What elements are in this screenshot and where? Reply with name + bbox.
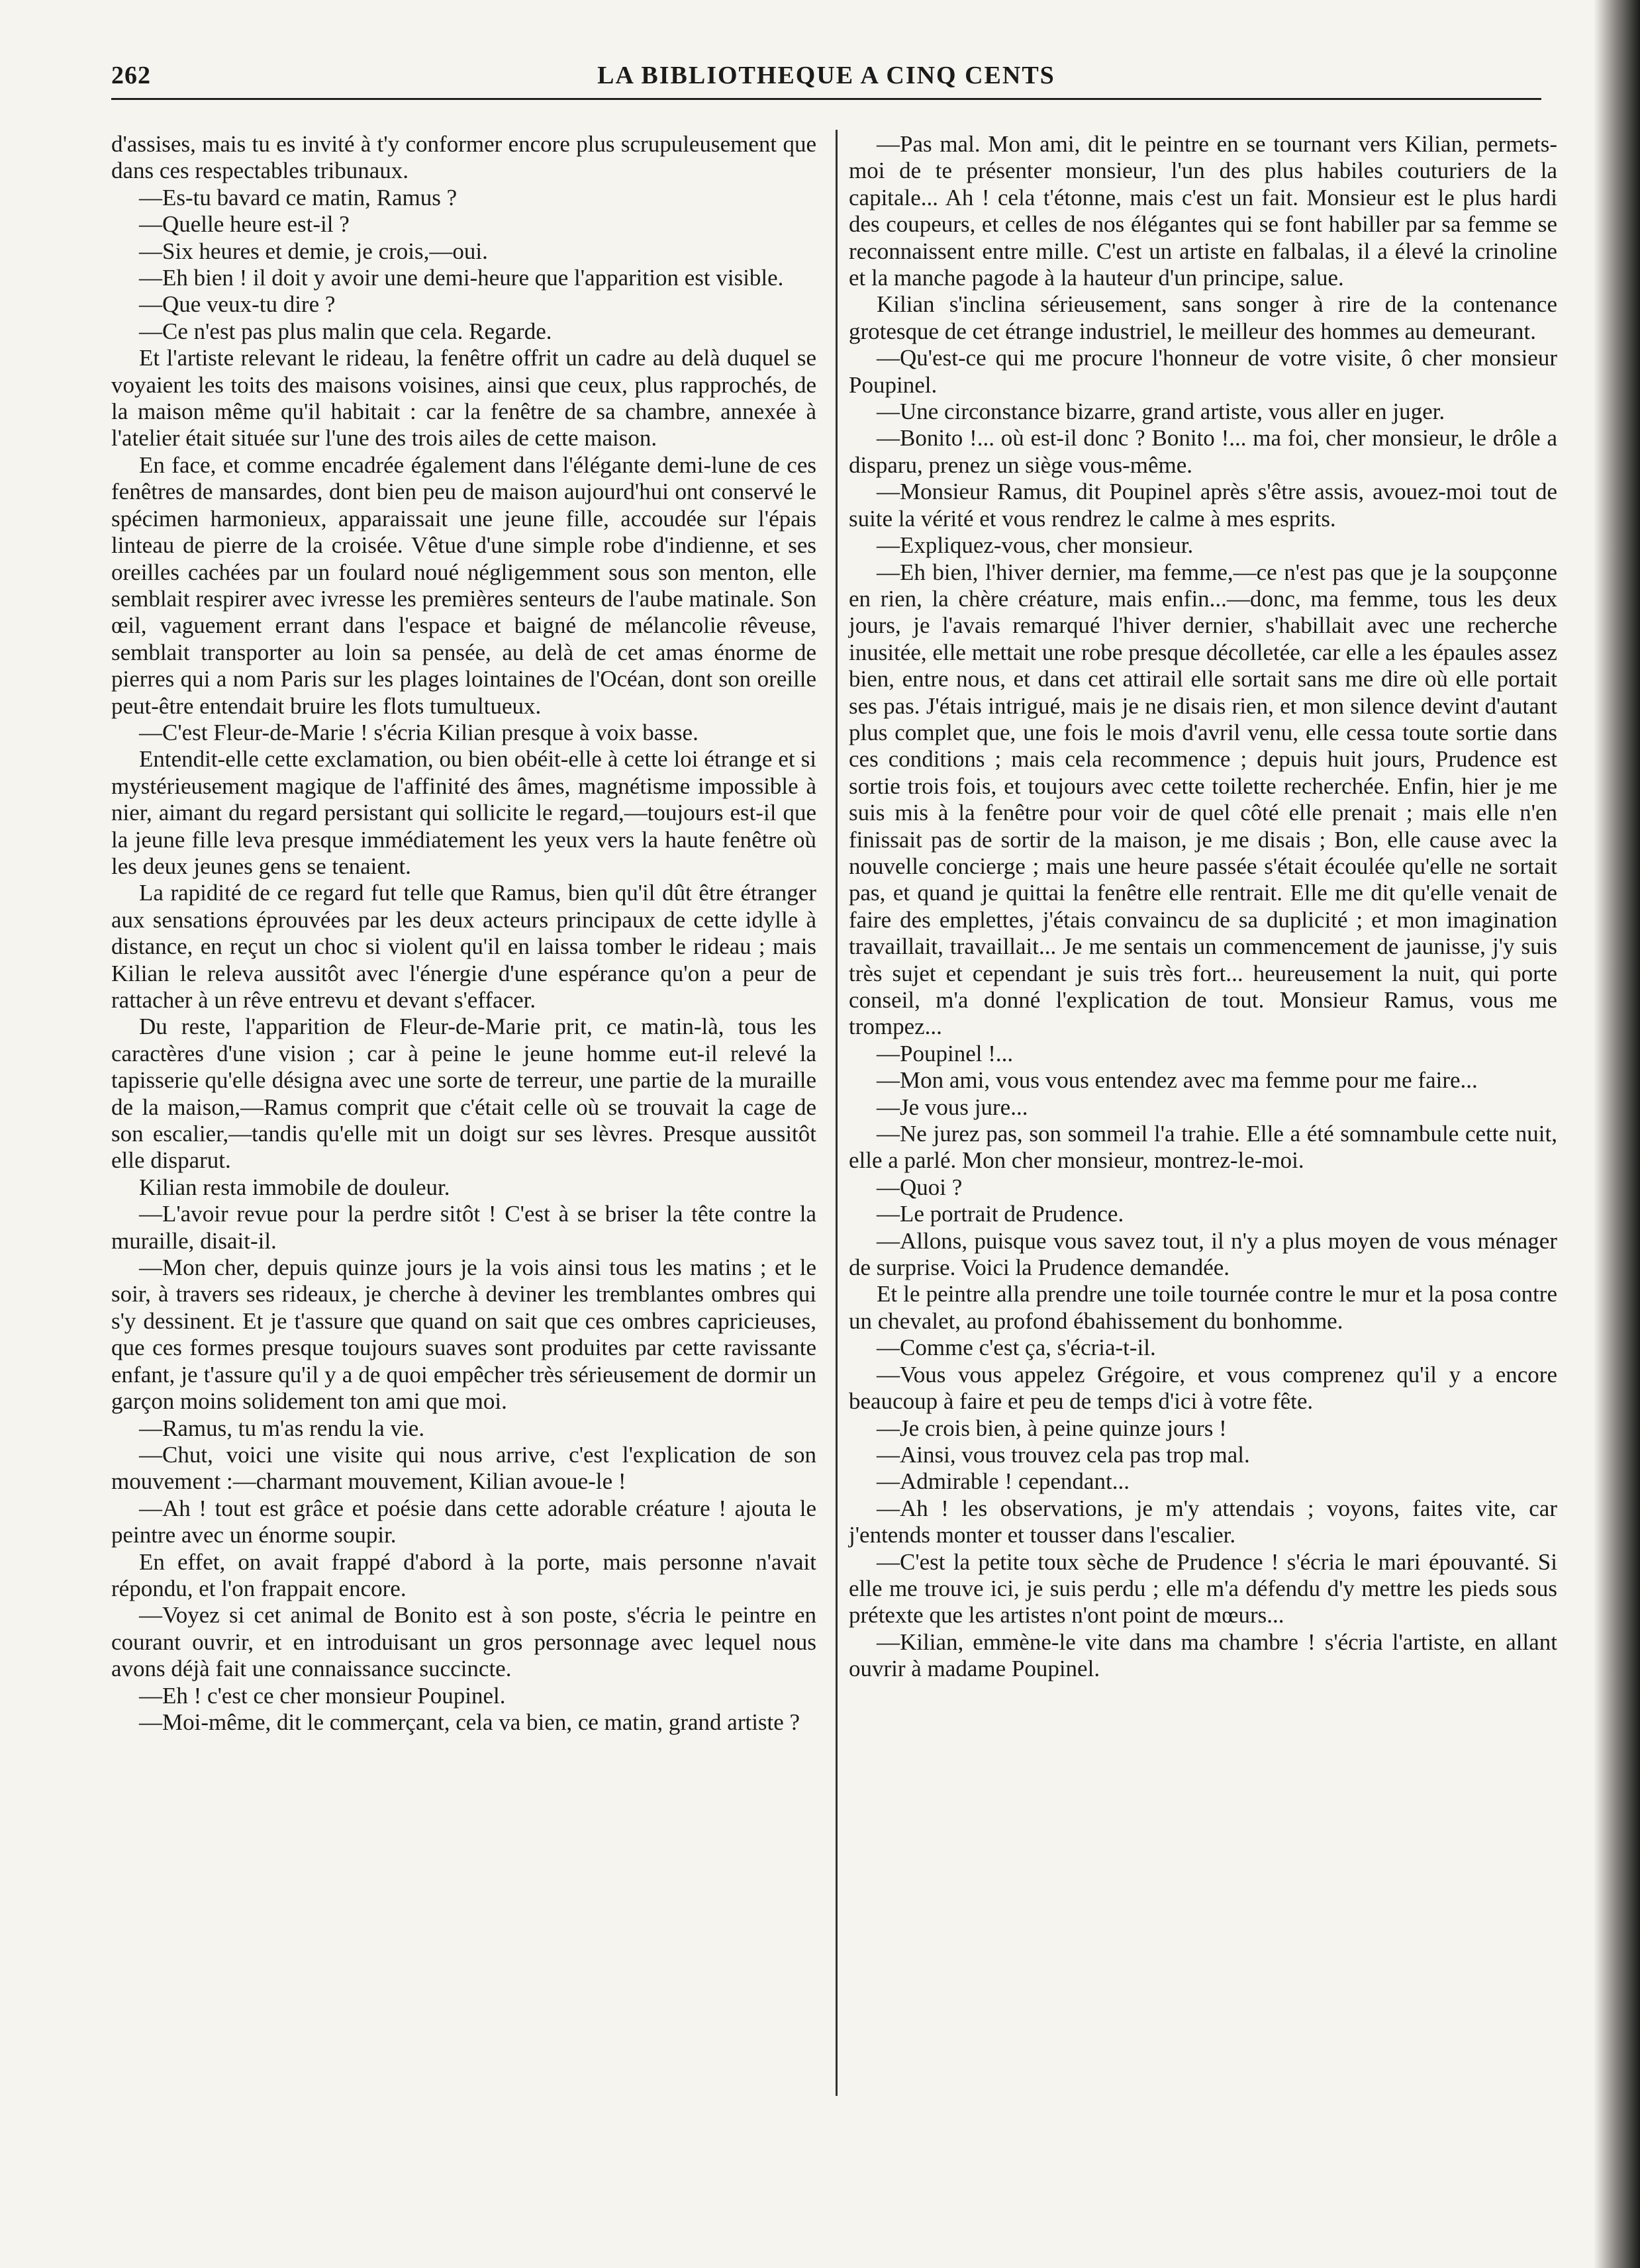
paragraph: —Moi-même, dit le commerçant, cela va bien, ce matin, grand artiste ?: [139, 1709, 800, 1735]
paragraph: —Mon ami, vous vous entendez avec ma femme pour me faire...: [877, 1067, 1478, 1094]
paragraph: —Ah ! les observations, je m'y attendais ; voyons, faites vite, car j'entends monter et tousser dans l'escalier.: [849, 1495, 1557, 1548]
page-header: [111, 61, 1541, 107]
paragraph: Kilian resta immobile de douleur.: [139, 1174, 450, 1200]
paragraph: —Comme c'est ça, s'écria-t-il.: [877, 1335, 1156, 1361]
paragraph: —Eh bien ! il doit y avoir une demi-heure que l'apparition est visible.: [139, 265, 784, 291]
paragraph: —Poupinel !...: [877, 1040, 1014, 1066]
paragraph: —Allons, puisque vous savez tout, il n'y a plus moyen de vous ménager de surprise. Voici la Prudence demandée.: [849, 1227, 1557, 1281]
paragraph: —Ainsi, vous trouvez cela pas trop mal.: [877, 1441, 1250, 1468]
header-rule: [111, 98, 1541, 100]
paragraph: Du reste, l'apparition de Fleur-de-Marie prit, ce matin-là, tous les caractères d'une vision ; car à peine le jeune homme eut-il relevé la tapisserie qu'elle désigna avec une sorte de terreur, une partie de la muraille de la maison,—Ramus comprit que c'était celle où se trouvait la cage de son escalier,—tandis qu'elle mit un doigt sur ses lèvres. Presque aussitôt elle disparut.: [111, 1014, 816, 1174]
paragraph: —Six heures et demie, je crois,—oui.: [139, 238, 488, 264]
paragraph: —Chut, voici une visite qui nous arrive, c'est l'explication de son mouvement :—charmant mouvement, Kilian avoue-le !: [111, 1441, 816, 1495]
paragraph: Kilian s'inclina sérieusement, sans songer à rire de la contenance grotesque de cet étrange industriel, le meilleur des hommes au demeurant.: [849, 291, 1557, 344]
paragraph: La rapidité de ce regard fut telle que Ramus, bien qu'il dût être étranger aux sensations éprouvées par les deux acteurs principaux de cette idylle à distance, en reçut un choc si violent qu'il en laissa tomber le rideau ; mais Kilian le releva aussitôt avec l'énergie d'une espérance qu'on a peur de rattacher à un rêve entrevu et devant s'effacer.: [111, 880, 816, 1013]
paragraph: —Eh ! c'est ce cher monsieur Poupinel.: [139, 1682, 506, 1709]
paragraph: —Une circonstance bizarre, grand artiste, vous aller en juger.: [877, 399, 1445, 425]
running-title: LA BIBLIOTHEQUE A CINQ CENTS: [597, 62, 1055, 89]
paragraph: —Es-tu bavard ce matin, Ramus ?: [139, 184, 458, 211]
paragraph: En face, et comme encadrée également dans l'élégante demi-lune de ces fenêtres de mansardes, dont bien peu de maison aujourd'hui ont conservé le spécimen harmonieux, apparaissait une jeune fille, accoudée sur l'épais linteau de pierre de la croisée. Vêtue d'une simple robe d'indienne, et ses oreilles cachées par un foulard noué négligemment sous son menton, elle semblait respirer avec ivresse les premières senteurs de l'aube matinale. Son œil, vaguement errant dans l'espace et baigné de mélancolie rêveuse, semblait transporter au loin sa pensée, au delà de cet amas énorme de pierres qui a nom Paris sur les plages lointaines de l'Océan, dont son oreille peut-être entendait bruire les flots tumultueux.: [111, 451, 816, 719]
paragraph: —Le portrait de Prudence.: [877, 1201, 1124, 1227]
paragraph: En effet, on avait frappé d'abord à la porte, mais personne n'avait répondu, et l'on frappait encore.: [111, 1548, 816, 1601]
paragraph: —Qu'est-ce qui me procure l'honneur de votre visite, ô cher monsieur Poupinel.: [849, 345, 1557, 398]
paragraph: —Ramus, tu m'as rendu la vie.: [139, 1415, 425, 1441]
paragraph: —C'est Fleur-de-Marie ! s'écria Kilian presque à voix basse.: [139, 719, 699, 745]
paragraph: —Je vous jure...: [877, 1094, 1028, 1120]
paragraph: —Expliquez-vous, cher monsieur.: [877, 532, 1194, 559]
page-edge-shadow: [1594, 0, 1640, 2268]
paragraph: —Quelle heure est-il ?: [139, 211, 350, 238]
paragraph: —Mon cher, depuis quinze jours je la vois ainsi tous les matins ; et le soir, à travers ses rideaux, je cherche à deviner les tremblantes ombres qui s'y dessinent. Et je t'assure que quand on sait que ces ombres capricieuses, que ces formes presque toujours suaves sont produites par cette ravissante enfant, je t'assure qu'il y a de quoi empêcher très sérieusement de dormir un garçon moins solidement ton ami que moi.: [111, 1254, 816, 1415]
left-column: [111, 131, 816, 1736]
paragraph: Et le peintre alla prendre une toile tournée contre le mur et la posa contre un chevalet, au profond ébahissement du bonhomme.: [849, 1281, 1557, 1334]
paragraph: Et l'artiste relevant le rideau, la fenêtre offrit un cadre au delà duquel se voyaient les toits des maisons voisines, ainsi que ceux, plus rapprochés, de la maison même qu'il habitait : car la fenêtre de sa chambre, annexée à l'atelier était située sur l'une des trois ailes de cette maison.: [111, 345, 816, 451]
paragraph: —Vous vous appelez Grégoire, et vous comprenez qu'il y a encore beaucoup à faire et peu de temps d'ici à votre fête.: [849, 1361, 1557, 1415]
paragraph: —C'est la petite toux sèche de Prudence ! s'écria le mari épouvanté. Si elle me trouve ici, je suis perdu ; elle m'a défendu d'y mettre les pieds sous prétexte que les artistes n'ont point de mœurs...: [849, 1548, 1557, 1629]
paragraph: —Pas mal. Mon ami, dit le peintre en se tournant vers Kilian, permets-moi de te présenter monsieur, l'un des plus habiles couturiers de la capitale... Ah ! cela t'étonne, mais c'est un fait. Monsieur est le plus hardi des coupeurs, et celles de nos élégantes qui se font habiller par sa femme se reconnaissent entre mille. C'est un artiste en falbalas, il a élevé la crinoline et la manche pagode à la hauteur d'un principe, salue.: [849, 131, 1557, 291]
column-divider: [836, 130, 838, 2096]
paragraph: Entendit-elle cette exclamation, ou bien obéit-elle à cette loi étrange et si mystérieusement magique de l'affinité des âmes, magnétisme impossible à nier, aimant du regard persistant qui sollicite le regard,—toujours est-il que la jeune fille leva presque immédiatement les yeux vers la haute fenêtre où les deux jeunes gens se tenaient.: [111, 746, 816, 879]
paragraph: —Admirable ! cependant...: [877, 1468, 1130, 1495]
paragraph: d'assises, mais tu es invité à t'y conformer encore plus scrupuleusement que dans ces respectables tribunaux.: [111, 131, 816, 184]
paragraph: —Monsieur Ramus, dit Poupinel après s'être assis, avouez-moi tout de suite la vérité et vous rendrez le calme à mes esprits.: [849, 479, 1557, 532]
paragraph: —L'avoir revue pour la perdre sitôt ! C'est à se briser la tête contre la muraille, disait-il.: [111, 1201, 816, 1254]
paragraph: —Bonito !... où est-il donc ? Bonito !... ma foi, cher monsieur, le drôle a disparu, prenez un siège vous-même.: [849, 425, 1557, 478]
paragraph: —Voyez si cet animal de Bonito est à son poste, s'écria le peintre en courant ouvrir, et en introduisant un gros personnage avec lequel nous avons déjà fait une connaissance succincte.: [111, 1602, 816, 1682]
paragraph: —Je crois bien, à peine quinze jours !: [877, 1415, 1227, 1441]
paragraph: —Ce n'est pas plus malin que cela. Regarde.: [139, 318, 552, 344]
paragraph: —Quoi ?: [877, 1174, 963, 1200]
right-column: [849, 131, 1557, 1683]
page-number: 262: [111, 62, 151, 89]
paragraph: —Ne jurez pas, son sommeil l'a trahie. Elle a été somnambule cette nuit, elle a parlé. Mon cher monsieur, montrez-le-moi.: [849, 1121, 1557, 1174]
paragraph: —Eh bien, l'hiver dernier, ma femme,—ce n'est pas que je la soupçonne en rien, la chère créature, mais enfin...—donc, ma femme, tous les deux jours, je l'avais remarqué l'hiver dernier, s'habillait avec une recherche inusitée, elle mettait une robe presque décolletée, car elle a les épaules assez bien, entre nous, et dans cet attirail elle sortait sans me dire où elle portait ses pas. J'étais intrigué, mais je ne disais rien, et mon silence devint d'autant plus complet que, une fois le mois d'avril venu, elle cessa toute sortie dans ces conditions ; mais cela recommence ; depuis huit jours, Prudence est sortie trois fois, et toujours avec cette toilette recherchée. Enfin, hier je me suis mis à la fenêtre pour voir de quel côté elle prenait ; mais elle n'en finissait pas de sortir de la maison, je me disais ; Bon, elle cause avec la nouvelle concierge ; mais une heure passée s'était écoulée qu'elle ne sortait pas, et quand je quittai la fenêtre elle rentrait. Elle me dit qu'elle venait de faire des emplettes, j'étais convaincu de sa duplicité ; et mon imagination travaillait, travaillait... Je me sentais un commencement de jaunisse, j'y suis très sujet et cependant je suis très fort... heureusement la nuit, qui porte conseil, m'a donné l'explication de tout. Monsieur Ramus, vous me trompez...: [849, 559, 1557, 1040]
paragraph: —Que veux-tu dire ?: [139, 291, 336, 318]
paragraph: —Kilian, emmène-le vite dans ma chambre ! s'écria l'artiste, en allant ouvrir à madame Poupinel.: [849, 1629, 1557, 1682]
paragraph: —Ah ! tout est grâce et poésie dans cette adorable créature ! ajouta le peintre avec un énorme soupir.: [111, 1495, 816, 1548]
